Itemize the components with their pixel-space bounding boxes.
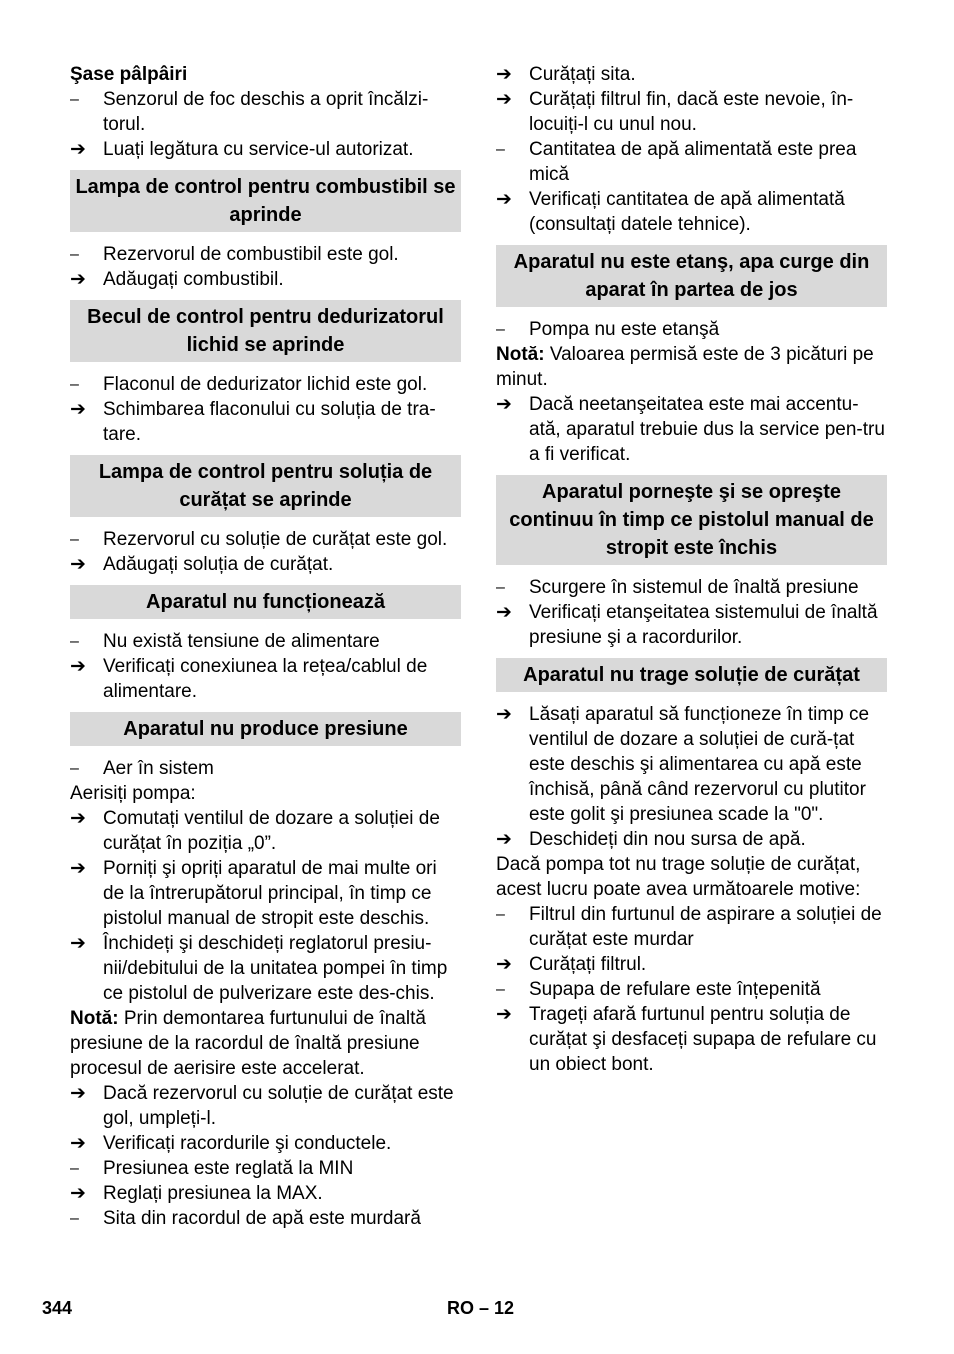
section-heading: Aparatul porneşte şi se opreşte continuu în timp ce pistolul manual de stropit este închis <box>496 475 887 565</box>
list-item-text: Adăugați combustibil. <box>103 269 284 290</box>
page-code: RO – 12 <box>447 1298 515 1318</box>
list-item <box>70 87 461 137</box>
list-item <box>70 372 461 397</box>
list-item <box>70 654 461 704</box>
bullet-list <box>70 242 461 292</box>
note <box>70 1006 461 1081</box>
bullet-list <box>70 372 461 447</box>
list-item <box>70 267 461 292</box>
arrow-icon: ➔ <box>70 933 86 954</box>
section-heading: Aparatul nu funcționează <box>70 585 461 619</box>
section-heading: Lampa de control pentru soluția de curățat se aprinde <box>70 455 461 517</box>
list-item-text: Presiunea este reglată la MIN <box>103 1158 354 1179</box>
dash-marker: – <box>496 321 505 338</box>
dash-marker: – <box>70 1160 79 1177</box>
list-item <box>70 1131 461 1156</box>
dash-marker: – <box>70 246 79 263</box>
list-item-text: Deschideți din nou sursa de apă. <box>529 829 806 850</box>
bullet-list <box>496 392 887 467</box>
note-text: Valoarea permisă este de 3 picături pe minut. <box>496 344 874 390</box>
dash-marker: – <box>70 1210 79 1227</box>
list-item-text: Porniți şi opriți aparatul de mai multe ori de la întrerupătorul principal, în timp ce pistolul manual de stropit este deschis. <box>103 858 437 929</box>
section-heading: Aparatul nu trage soluție de curățat <box>496 658 887 692</box>
list-item <box>70 856 461 931</box>
arrow-icon: ➔ <box>70 269 86 290</box>
arrow-icon: ➔ <box>496 602 512 623</box>
list-item-text: Verificați cantitatea de apă alimentată (consultați datele tehnice). <box>529 189 845 235</box>
list-item <box>70 1156 461 1181</box>
dash-marker: – <box>70 633 79 650</box>
paragraph: Dacă pompa tot nu trage soluție de curățat, acest lucru poate avea următoarele motive: <box>496 854 861 900</box>
arrow-icon: ➔ <box>70 399 86 420</box>
list-item-text: Lăsați aparatul să funcționeze în timp ce ventilul de dozare a soluției de cură-țat este deschis şi alimentarea cu apă este închisă, până când rezervorul cu plutitor este golit şi presiunea scade la "0". <box>529 704 870 825</box>
arrow-icon: ➔ <box>496 704 512 725</box>
list-item <box>496 977 887 1002</box>
list-item-text: Aer în sistem <box>103 758 214 779</box>
bullet-list <box>496 702 887 852</box>
dash-marker: – <box>496 579 505 596</box>
list-item-text: Curățați sita. <box>529 64 636 85</box>
list-item <box>70 806 461 856</box>
list-item <box>496 1002 887 1077</box>
list-item <box>496 87 887 137</box>
bullet-list <box>70 87 461 162</box>
section-heading: Becul de control pentru dedurizatorul lichid se aprinde <box>70 300 461 362</box>
dash-marker: – <box>70 376 79 393</box>
list-item <box>496 902 887 952</box>
list-item <box>70 931 461 1006</box>
list-item <box>496 317 887 342</box>
bullet-list <box>496 575 887 650</box>
bullet-list <box>496 62 887 237</box>
list-item-text: Flaconul de dedurizator lichid este gol. <box>103 374 428 395</box>
list-item <box>70 1081 461 1131</box>
list-item-text: Rezervorul de combustibil este gol. <box>103 244 399 265</box>
list-item-text: Filtrul din furtunul de aspirare a soluției de curățat este murdar <box>529 904 882 950</box>
section-title: Şase pâlpâiri <box>70 64 188 85</box>
arrow-icon: ➔ <box>496 1004 512 1025</box>
list-item-text: Adăugați soluția de curățat. <box>103 554 334 575</box>
bullet-list <box>70 629 461 704</box>
list-item-text: Nu există tensiune de alimentare <box>103 631 380 652</box>
list-item <box>70 1206 461 1231</box>
list-item <box>496 137 887 187</box>
list-item-text: Comutați ventilul de dozare a soluției de curățat în poziția „0”. <box>103 808 440 854</box>
list-item <box>496 600 887 650</box>
list-item-text: Pompa nu este etanşă <box>529 319 720 340</box>
arrow-icon: ➔ <box>496 64 512 85</box>
arrow-icon: ➔ <box>70 1183 86 1204</box>
list-item-text: Luați legătura cu service-ul autorizat. <box>103 139 414 160</box>
list-item-text: Curățați filtrul. <box>529 954 647 975</box>
list-item-text: Scurgere în sistemul de înaltă presiune <box>529 577 859 598</box>
page-number: 344 <box>42 1298 73 1318</box>
list-item <box>496 62 887 87</box>
dash-marker: – <box>70 531 79 548</box>
list-item <box>70 756 461 781</box>
list-item <box>70 137 461 162</box>
list-item-text: Supapa de refulare este înțepenită <box>529 979 821 1000</box>
list-item <box>70 242 461 267</box>
arrow-icon: ➔ <box>70 808 86 829</box>
bullet-list <box>70 1081 461 1231</box>
arrow-icon: ➔ <box>496 829 512 850</box>
list-item-text: Reglați presiunea la MAX. <box>103 1183 323 1204</box>
dash-marker: – <box>496 981 505 998</box>
note-label: Notă: <box>70 1008 119 1029</box>
arrow-icon: ➔ <box>70 656 86 677</box>
section-heading: Aparatul nu este etanş, apa curge din aparat în partea de jos <box>496 245 887 307</box>
arrow-icon: ➔ <box>496 394 512 415</box>
bullet-list <box>496 317 887 342</box>
arrow-icon: ➔ <box>70 554 86 575</box>
list-item-text: Curățați filtrul fin, dacă este nevoie, în-locuiți-l cu unul nou. <box>529 89 854 135</box>
list-item-text: Cantitatea de apă alimentată este prea mică <box>529 139 857 185</box>
list-item <box>496 702 887 827</box>
list-item-text: Sita din racordul de apă este murdară <box>103 1208 421 1229</box>
bullet-list <box>70 527 461 577</box>
list-item-text: Dacă rezervorul cu soluție de curățat este gol, umpleți-l. <box>103 1083 454 1129</box>
list-item <box>70 527 461 552</box>
dash-marker: – <box>496 141 505 158</box>
arrow-icon: ➔ <box>70 139 86 160</box>
paragraph: Aerisiți pompa: <box>70 783 196 804</box>
list-item <box>496 575 887 600</box>
bullet-list <box>496 902 887 1077</box>
section-heading: Lampa de control pentru combustibil se aprinde <box>70 170 461 232</box>
note <box>496 342 887 392</box>
list-item-text: Senzorul de foc deschis a oprit încălzi-torul. <box>103 89 429 135</box>
list-item <box>496 392 887 467</box>
arrow-icon: ➔ <box>496 189 512 210</box>
list-item-text: Rezervorul cu soluție de curățat este gol. <box>103 529 448 550</box>
note-text: Prin demontarea furtunului de înaltă presiune de la racordul de înaltă presiune procesul de aerisire este accelerat. <box>70 1008 426 1079</box>
list-item <box>70 1181 461 1206</box>
dash-marker: – <box>70 91 79 108</box>
dash-marker: – <box>496 906 505 923</box>
arrow-icon: ➔ <box>496 954 512 975</box>
arrow-icon: ➔ <box>70 858 86 879</box>
list-item-text: Verificați etanşeitatea sistemului de înaltă presiune şi a racordurilor. <box>529 602 878 648</box>
list-item-text: Verificați conexiunea la rețea/cablul de alimentare. <box>103 656 428 702</box>
list-item <box>496 187 887 237</box>
arrow-icon: ➔ <box>70 1083 86 1104</box>
arrow-icon: ➔ <box>70 1133 86 1154</box>
list-item-text: Închideți şi deschideți reglatorul presiu-nii/debitului de la unitatea pompei în timp ce pistolul de pulverizare este des-chis. <box>103 933 448 1004</box>
right-column <box>496 62 887 1077</box>
note-label: Notă: <box>496 344 545 365</box>
list-item <box>496 952 887 977</box>
dash-marker: – <box>70 760 79 777</box>
list-item-text: Trageți afară furtunul pentru soluția de curățat şi desfaceți supapa de refulare cu un obiect bont. <box>529 1004 877 1075</box>
list-item-text: Verificați racordurile şi conductele. <box>103 1133 392 1154</box>
list-item <box>70 629 461 654</box>
list-item <box>70 552 461 577</box>
list-item <box>70 397 461 447</box>
list-item-text: Dacă neetanşeitatea este mai accentu-ată, aparatul trebuie dus la service pen-tru a fi verificat. <box>529 394 885 465</box>
bullet-list <box>70 756 461 781</box>
arrow-icon: ➔ <box>496 89 512 110</box>
bullet-list <box>70 806 461 1006</box>
section-heading: Aparatul nu produce presiune <box>70 712 461 746</box>
list-item <box>496 827 887 852</box>
left-column <box>70 62 461 1231</box>
list-item-text: Schimbarea flaconului cu soluția de tra-tare. <box>103 399 436 445</box>
